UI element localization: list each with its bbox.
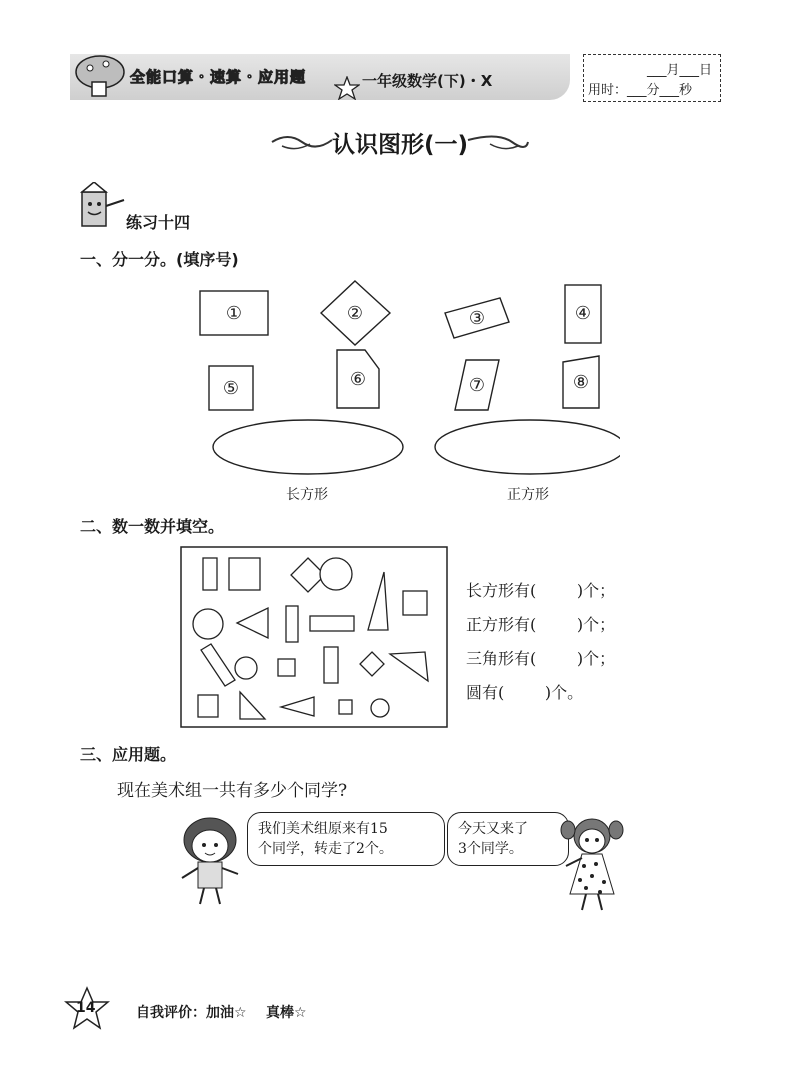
bubble-right-line2: 3个同学。: [458, 841, 523, 857]
blank-rectangles: 长方形有( )个；: [466, 581, 616, 600]
shapes-box: [180, 546, 450, 730]
pencil-mascot-icon: [76, 182, 128, 230]
shape-number-1: ①: [225, 303, 243, 324]
section2-heading: 二、数一数并填空。: [80, 517, 225, 536]
oval-rectangles: [213, 420, 403, 474]
exercise-heading: 练习十四: [126, 213, 191, 232]
girl-character-left: [176, 812, 248, 908]
shape-number-3: ③: [468, 308, 486, 329]
blank-circles: 圆有( )个。: [466, 683, 584, 702]
label-square: 正方形: [507, 487, 549, 503]
page-title: 认识图形(一): [331, 132, 469, 158]
shape-number-4: ④: [574, 303, 592, 324]
date-line: ___月___日: [646, 63, 712, 78]
series-brand: 全能口算・速算・应用题: [130, 68, 307, 86]
grade-label: 一年级数学(下)・X: [362, 72, 493, 90]
bubble-left-line2: 个同学，转走了2个。: [258, 841, 393, 857]
shape-number-8: ⑧: [572, 372, 590, 393]
mushroom-icon: [74, 50, 128, 102]
self-evaluation: 自我评价：加油☆ 真棒☆: [136, 1005, 307, 1021]
section1-figure: [180, 278, 620, 506]
blank-triangles: 三角形有( )个；: [466, 649, 616, 668]
word-problem-question: 现在美术组一共有多少个同学?: [117, 781, 348, 801]
date-time-box: [583, 54, 721, 102]
shape-number-2: ②: [346, 303, 364, 324]
blank-squares: 正方形有( )个；: [466, 615, 616, 634]
time-line: 用时：___分___秒: [588, 83, 693, 98]
speech-bubble-right: [447, 812, 569, 866]
shape-number-6: ⑥: [349, 369, 367, 390]
page-number: 14: [76, 1000, 96, 1016]
title-ornament-right: [466, 128, 532, 154]
oval-squares: [435, 420, 620, 474]
girl-character-right: [556, 814, 628, 914]
section3-heading: 三、应用题。: [80, 745, 177, 764]
star-icon: [334, 76, 360, 100]
shape-number-7: ⑦: [468, 375, 486, 396]
section1-heading: 一、分一分。(填序号): [80, 250, 239, 269]
bubble-left-line1: 我们美术组原来有15: [258, 821, 388, 837]
shape-number-5: ⑤: [222, 378, 240, 399]
label-rectangle: 长方形: [286, 487, 328, 503]
bubble-right-line1: 今天又来了: [458, 821, 528, 837]
speech-bubble-left: [247, 812, 445, 866]
